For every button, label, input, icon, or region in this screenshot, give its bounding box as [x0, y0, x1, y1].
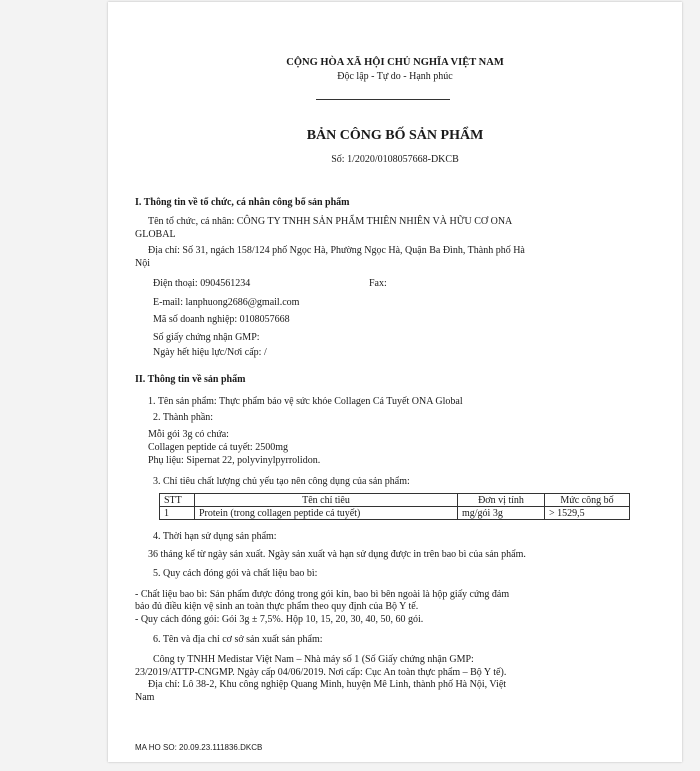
shelf-life-text: 36 tháng kể từ ngày sản xuất. Ngày sản xuất và hạn sử dụng được in trên bao bì của sản phẩm.	[148, 549, 526, 560]
shelf-life-label: 4. Thời hạn sử dụng sản phẩm:	[153, 531, 277, 542]
manufacturer-line1: Công ty TNHH Medistar Việt Nam – Nhà máy số 1 (Số Giấy chứng nhận GMP:	[153, 654, 474, 665]
table-row	[160, 507, 630, 520]
composition-line1: Mỗi gói 3g có chứa:	[148, 429, 229, 440]
section1-heading: I. Thông tin về tổ chức, cá nhân công bố sản phẩm	[135, 197, 350, 208]
table-header-cell: Tên chỉ tiêu	[195, 494, 458, 507]
manufacturer-line2: 23/2019/ATTP-CNGMP. Ngày cấp 04/06/2019. Nơi cấp: Cục An toàn thực phẩm – Bộ Y tế).	[135, 667, 507, 678]
manufacturer-label: 6. Tên và địa chỉ cơ sở sản xuất sản phẩm:	[153, 634, 323, 645]
document-page	[108, 2, 682, 762]
manufacturer-address-line2: Nam	[135, 692, 155, 703]
org-fax: Fax:	[369, 278, 387, 289]
national-motto: Độc lập - Tự do - Hạnh phúc	[337, 71, 453, 82]
org-address-line1: Địa chỉ: Số 31, ngách 158/124 phố Ngọc Hà, Phường Ngọc Hà, Quận Ba Đình, Thành phố Hà	[148, 245, 525, 256]
table-cell: Protein (trong collagen peptide cá tuyết)	[195, 507, 458, 520]
quality-table	[159, 493, 630, 520]
manufacturer-address-line1: Địa chỉ: Lô 38-2, Khu công nghiệp Quang Minh, huyện Mê Linh, thành phố Hà Nội, Việt	[148, 679, 507, 690]
header-divider	[316, 99, 450, 100]
org-phone: Điện thoại: 0904561234	[153, 278, 251, 289]
table-header-row	[160, 494, 630, 507]
section2-heading: II. Thông tin về sản phẩm	[135, 374, 246, 385]
org-gmp-cert: Số giấy chứng nhận GMP:	[153, 332, 260, 343]
table-cell: mg/gói 3g	[458, 507, 545, 520]
org-name-line2: GLOBAL	[135, 229, 176, 240]
composition-label: 2. Thành phần:	[153, 412, 214, 423]
org-name-line1: Tên tổ chức, cá nhân: CÔNG TY TNHH SẢN PHẨM THIÊN NHIÊN VÀ HỮU CƠ ONA	[148, 216, 513, 227]
composition-line3: Phụ liệu: Sipernat 22, polyvinylpyrrolidon.	[148, 455, 321, 466]
nation-header: CỘNG HÒA XÃ HỘI CHỦ NGHĨA VIỆT NAM	[286, 57, 504, 68]
table-header-cell: STT	[160, 494, 195, 507]
document-number: Số: 1/2020/0108057668-DKCB	[331, 154, 459, 165]
packaging-label: 5. Quy cách đóng gói và chất liệu bao bì:	[153, 568, 318, 579]
composition-line2: Collagen peptide cá tuyết: 2500mg	[148, 442, 288, 453]
org-validity: Ngày hết hiệu lực/Nơi cấp: /	[153, 347, 267, 358]
packaging-line2: bảo đủ điều kiện vệ sinh an toàn thực phẩm theo quy định của Bộ Y tế.	[135, 601, 419, 612]
packaging-line1: - Chất liệu bao bì: Sản phẩm được đóng trong gói kín, bao bì bên ngoài là hộp giấy cứng đảm	[135, 589, 510, 600]
record-code: MA HO SO: 20.09.23.111836.DKCB	[135, 743, 263, 752]
table-header-cell: Mức công bố	[545, 494, 630, 507]
table-header-cell: Đơn vị tính	[458, 494, 545, 507]
table-cell: 1	[160, 507, 195, 520]
table-cell: > 1529,5	[545, 507, 630, 520]
org-business-code: Mã số doanh nghiệp: 0108057668	[153, 314, 290, 325]
product-name: 1. Tên sản phẩm: Thực phẩm bảo vệ sức khỏe Collagen Cá Tuyết ONA Global	[148, 396, 463, 407]
org-address-line2: Nội	[135, 258, 150, 269]
quality-criteria-label: 3. Chỉ tiêu chất lượng chủ yếu tạo nên công dụng của sản phẩm:	[153, 476, 410, 487]
org-email: E-mail: lanphuong2686@gmail.com	[153, 297, 300, 308]
packaging-line3: - Quy cách đóng gói: Gói 3g ± 7,5%. Hộp 10, 15, 20, 30, 40, 50, 60 gói.	[135, 614, 424, 625]
document-title: BẢN CÔNG BỐ SẢN PHẨM	[306, 128, 484, 143]
